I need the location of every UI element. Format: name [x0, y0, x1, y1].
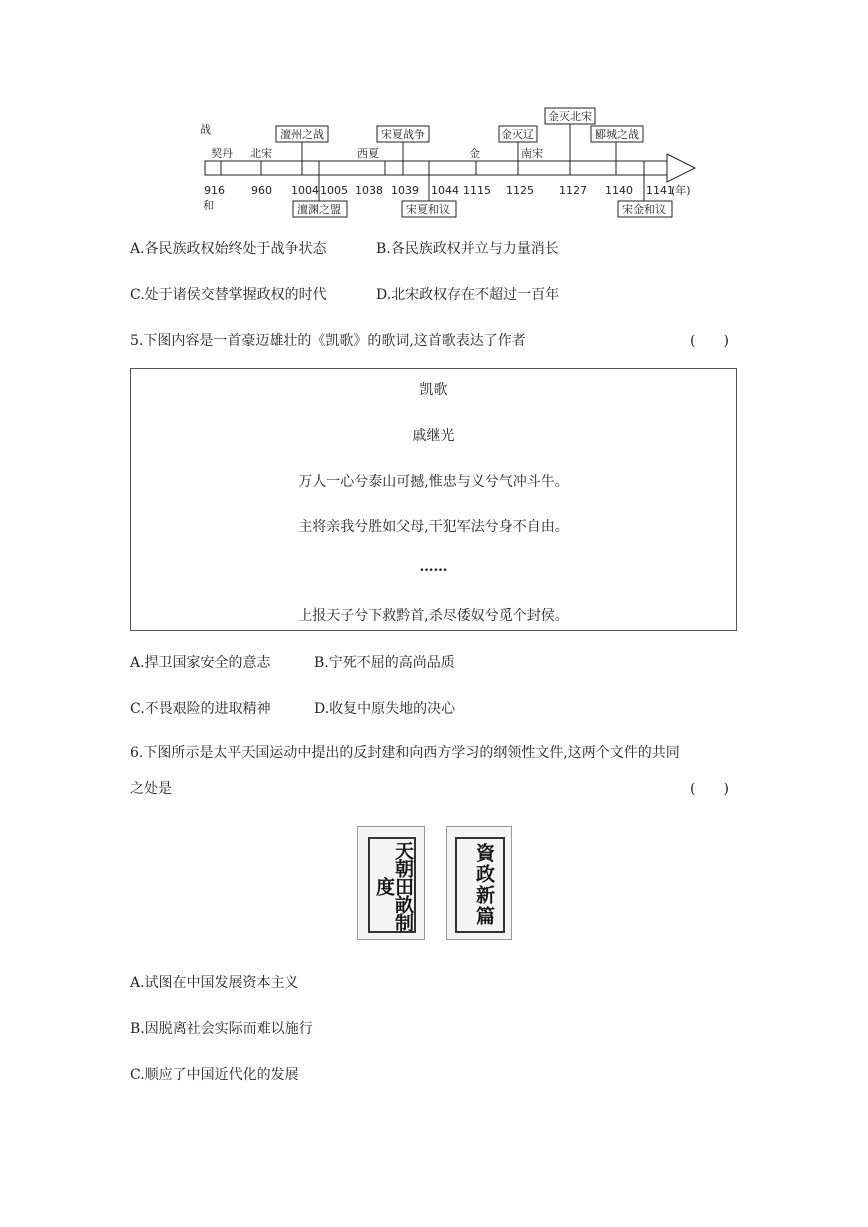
year-label: 1005 [320, 184, 348, 197]
poem-line: 上报天子兮下救黔首,杀尽倭奴兮觅个封侯。 [298, 608, 569, 624]
q6-option-c: C.顺应了中国近代化的发展 [130, 1067, 299, 1083]
year-label: 1004 [291, 184, 319, 197]
war-event-label: 郾城之战 [595, 128, 639, 141]
regime-label: 金 [469, 147, 480, 160]
q4-option-a: A.各民族政权始终处于战争状态 [130, 241, 327, 257]
poem-title: 凯歌 [419, 382, 448, 398]
regime-label: 南宋 [521, 147, 543, 160]
war-event-label: 澶州之战 [280, 128, 324, 141]
q4-option-d: D.北宋政权存在不超过一百年 [376, 287, 560, 303]
timeline-arrow-icon [667, 154, 695, 182]
q4-option-c: C.处于诸侯交替掌握政权的时代 [130, 287, 327, 303]
year-label: 1115 [463, 184, 491, 197]
q5-option-b: B.宁死不屈的高尚品质 [314, 655, 455, 671]
war-label: 战 [200, 123, 211, 136]
book-zizheng-image [446, 826, 512, 940]
year-label: 1140 [605, 184, 633, 197]
timeline-diagram [195, 105, 715, 220]
q5-option-d: D.收复中原失地的决心 [314, 701, 456, 717]
poem-author: 戚继光 [412, 428, 455, 444]
poem-line: 主将亲我兮胜如父母,干犯军法兮身不自由。 [298, 519, 569, 535]
q6-option-a: A.试图在中国发展资本主义 [130, 975, 299, 991]
year-label: 1039 [391, 184, 419, 197]
year-label: 1127 [559, 184, 587, 197]
unit-label: (年) [671, 184, 691, 197]
regime-label: 北宋 [250, 147, 272, 160]
peace-event-label: 澶渊之盟 [297, 203, 341, 216]
poem-ellipsis: …… [419, 559, 448, 575]
peace-event-label: 宋夏和议 [406, 203, 450, 216]
book-title: 資政新篇 [473, 843, 495, 927]
q6-option-b: B.因脱离社会实际而难以施行 [130, 1021, 313, 1037]
poem-line: 万人一心兮泰山可撼,惟忠与义兮气冲斗牛。 [298, 474, 569, 490]
q5-stem: 5.下图内容是一首豪迈雄壮的《凯歌》的歌词,这首歌表达了作者 [130, 333, 526, 349]
year-label: 1141 [646, 184, 674, 197]
regime-label: 契丹 [211, 147, 233, 160]
q5-answer-paren: ( ) [690, 333, 729, 349]
year-label: 1044 [431, 184, 459, 197]
war-event-label: 金灭辽 [501, 128, 534, 141]
q6-stem-line2: 之处是 [130, 781, 172, 797]
year-label: 1125 [506, 184, 534, 197]
year-label: 1038 [355, 184, 383, 197]
poem-box [130, 368, 737, 631]
q6-stem-line1: 6.下图所示是太平天国运动中提出的反封建和向西方学习的纲领性文件,这两个文件的共同 [130, 745, 680, 761]
year-label: 916 [204, 184, 225, 197]
peace-event-label: 宋金和议 [622, 203, 666, 216]
book-title: 天朝田畝制度 [373, 841, 414, 931]
book-tianchao-image [357, 826, 425, 940]
q6-answer-paren: ( ) [690, 781, 729, 797]
q5-option-a: A.捍卫国家安全的意志 [130, 655, 271, 671]
peace-label: 和 [203, 199, 214, 212]
war-event-label: 宋夏战争 [381, 128, 425, 141]
war-event-label: 金灭北宋 [548, 110, 592, 123]
q5-option-c: C.不畏艰险的进取精神 [130, 701, 271, 717]
regime-label: 西夏 [357, 147, 379, 160]
q4-option-b: B.各民族政权并立与力量消长 [376, 241, 559, 257]
timeline-bar [205, 161, 667, 175]
year-label: 960 [251, 184, 272, 197]
